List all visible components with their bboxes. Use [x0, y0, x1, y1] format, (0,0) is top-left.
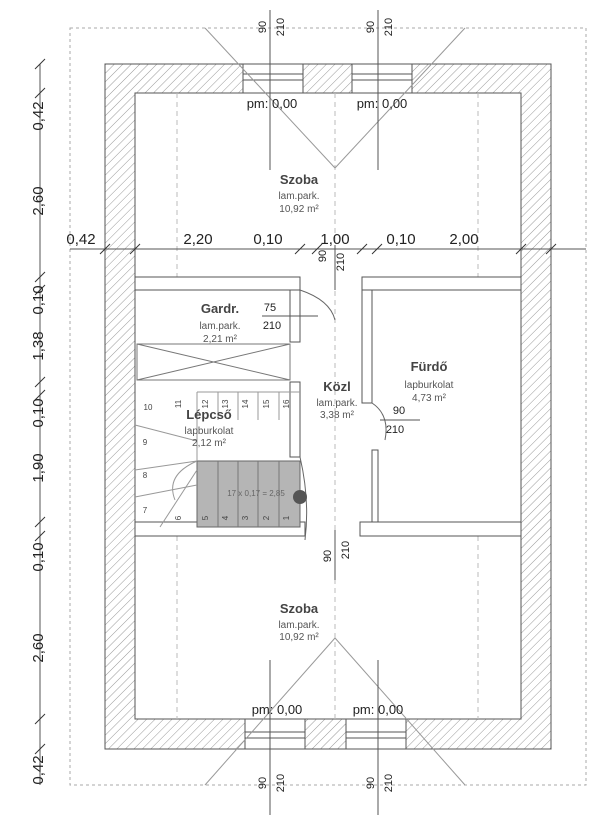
- step-4: 4: [221, 515, 230, 521]
- sill-bottom-left: pm: 0,00: [251, 702, 303, 717]
- hdim-3: 0,10: [253, 231, 283, 248]
- opening-hall-bottom-width: 90: [322, 549, 334, 563]
- vdim-9: 0,42: [30, 755, 47, 785]
- stair-floor: lapburkolat: [184, 426, 234, 437]
- stair-area: 2,12 m²: [192, 438, 226, 449]
- opening-bath-width: 90: [392, 405, 406, 417]
- window-bottom-right: [346, 719, 406, 749]
- step-1: 1: [282, 515, 291, 521]
- step-12: 12: [201, 399, 210, 409]
- sill-top-right: pm: 0,00: [356, 96, 408, 111]
- top-room-area: 10,92 m²: [279, 204, 319, 215]
- hdim-1: 0,42: [66, 231, 96, 248]
- sill-top-left: pm: 0,00: [246, 96, 298, 111]
- hall-name: Közl: [323, 379, 351, 394]
- opening-bottom-right-height: 210: [383, 773, 395, 793]
- step-15: 15: [262, 399, 271, 409]
- wardrobe-area: 2,21 m²: [203, 334, 237, 345]
- opening-hall-top-width: 90: [317, 249, 329, 263]
- step-2: 2: [262, 515, 271, 521]
- bath-name: Fürdő: [410, 359, 448, 374]
- hall-area: 3,38 m²: [320, 410, 354, 421]
- opening-hall-bottom-height: 210: [340, 540, 352, 560]
- window-bottom-left: [245, 719, 305, 749]
- window-top-right: [352, 64, 412, 93]
- wardrobe-floor: lam.park.: [199, 321, 241, 332]
- wardrobe-name: Gardr.: [200, 301, 240, 316]
- opening-bath-height: 210: [385, 424, 405, 436]
- step-7: 7: [142, 506, 148, 515]
- step-10: 10: [143, 403, 153, 412]
- vdim-7: 0,10: [30, 542, 47, 572]
- vdim-5: 0,10: [30, 398, 47, 428]
- opening-top-left-height: 210: [275, 17, 287, 37]
- bottom-room-area: 10,92 m²: [279, 632, 319, 643]
- hdim-6: 2,00: [449, 231, 479, 248]
- bottom-room-floor: lam.park.: [278, 620, 320, 631]
- bath-area: 4,73 m²: [412, 393, 446, 404]
- step-13: 13: [221, 399, 230, 409]
- opening-top-left-width: 90: [257, 20, 269, 34]
- vdim-8: 2,60: [30, 633, 47, 663]
- stair-formula: 17 x 0,17 = 2,85: [227, 489, 285, 498]
- top-room-name: Szoba: [279, 172, 319, 187]
- top-room-floor: lam.park.: [278, 191, 320, 202]
- step-6: 6: [174, 515, 183, 521]
- opening-wardrobe-height: 210: [262, 320, 282, 332]
- hdim-4: 1,00: [320, 231, 350, 248]
- bottom-room-name: Szoba: [279, 601, 319, 616]
- step-11: 11: [174, 399, 183, 409]
- bath-floor: lapburkolat: [404, 380, 454, 391]
- opening-bottom-left-height: 210: [275, 773, 287, 793]
- opening-wardrobe-width: 75: [263, 302, 277, 314]
- vdim-1: 0,42: [30, 101, 47, 131]
- step-16: 16: [282, 399, 291, 409]
- vdim-6: 1,90: [30, 453, 47, 483]
- step-9: 9: [142, 438, 148, 447]
- stair-post: [293, 490, 307, 504]
- hall-floor: lam.park.: [316, 398, 358, 409]
- wardrobe-box: [137, 344, 290, 380]
- opening-bottom-right-width: 90: [365, 776, 377, 790]
- opening-hall-top-height: 210: [335, 252, 347, 272]
- step-14: 14: [241, 399, 250, 409]
- opening-top-right-width: 90: [365, 20, 377, 34]
- step-5: 5: [201, 515, 210, 521]
- vdim-2: 2,60: [30, 186, 47, 216]
- step-8: 8: [142, 471, 148, 480]
- opening-top-right-height: 210: [383, 17, 395, 37]
- hdim-2: 2,20: [183, 231, 213, 248]
- opening-bottom-left-width: 90: [257, 776, 269, 790]
- sill-bottom-right: pm: 0,00: [352, 702, 404, 717]
- vdim-4: 1,38: [30, 331, 47, 361]
- stair-name: Lépcső: [186, 407, 232, 422]
- hdim-5: 0,10: [386, 231, 416, 248]
- step-3: 3: [241, 515, 250, 521]
- vdim-3: 0,10: [30, 285, 47, 315]
